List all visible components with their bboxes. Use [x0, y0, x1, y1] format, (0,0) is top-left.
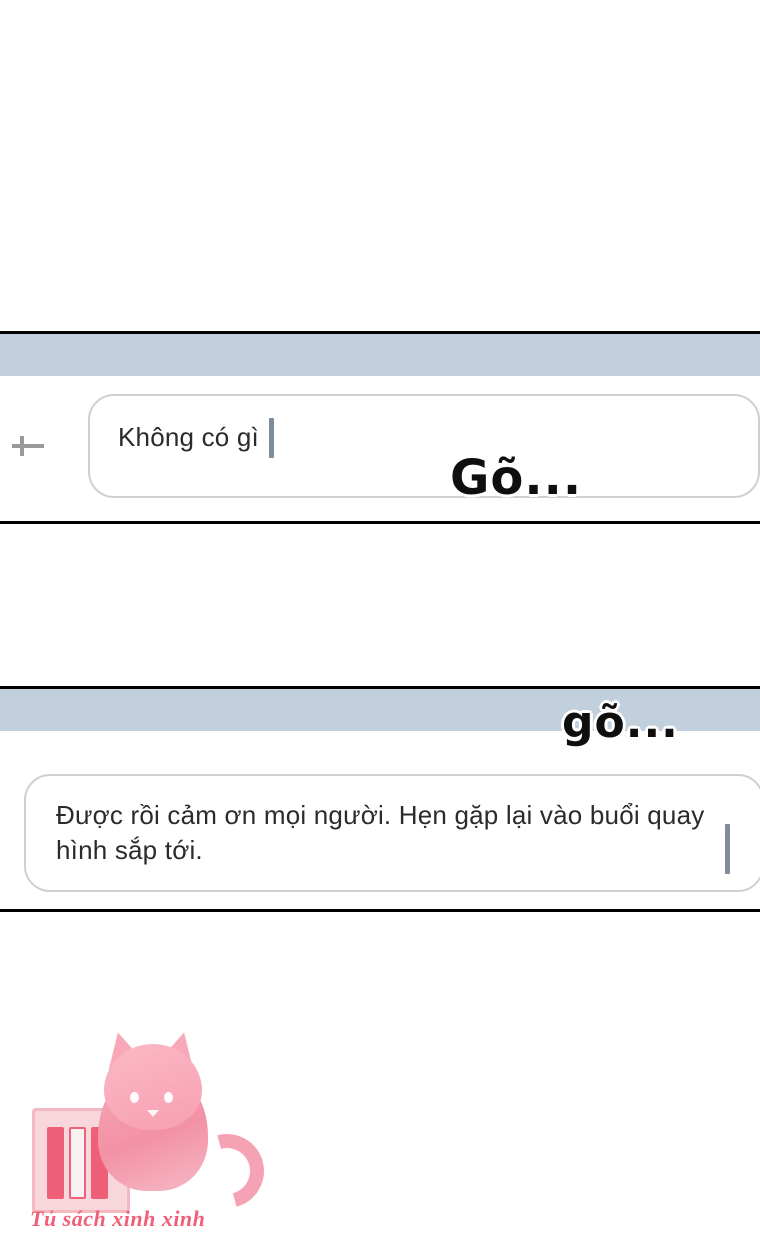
- watermark: [18, 1018, 248, 1233]
- text-caret: [269, 418, 274, 458]
- panel-sent: [0, 686, 760, 912]
- message-input-bubble[interactable]: [88, 394, 760, 498]
- cat-nose: [147, 1110, 159, 1117]
- cat-eye-right: [164, 1092, 173, 1103]
- book-spine: [47, 1127, 64, 1199]
- chat-input-row: [6, 394, 760, 498]
- sent-message-bubble[interactable]: [24, 774, 760, 892]
- text-caret: [725, 824, 730, 874]
- panel-background-band: [0, 334, 760, 376]
- panel-divider-bottom: [0, 909, 760, 912]
- cat-eye-left: [130, 1092, 139, 1103]
- cat-icon: [78, 1026, 228, 1201]
- plus-icon[interactable]: [6, 424, 50, 468]
- sfx-typing-2: gõ...: [562, 697, 679, 748]
- message-input-text: Không có gì: [118, 422, 259, 452]
- watermark-label: Tủ sách xinh xinh: [30, 1206, 206, 1231]
- panel-typing: [0, 331, 760, 524]
- panel-divider-bottom: [0, 521, 760, 524]
- sfx-typing-1: Gõ...: [450, 450, 583, 506]
- cat-head: [104, 1044, 202, 1130]
- sent-message-text: Được rồi cảm ơn mọi người. Hẹn gặp lại vào buổi quay hình sắp tới.: [56, 800, 712, 866]
